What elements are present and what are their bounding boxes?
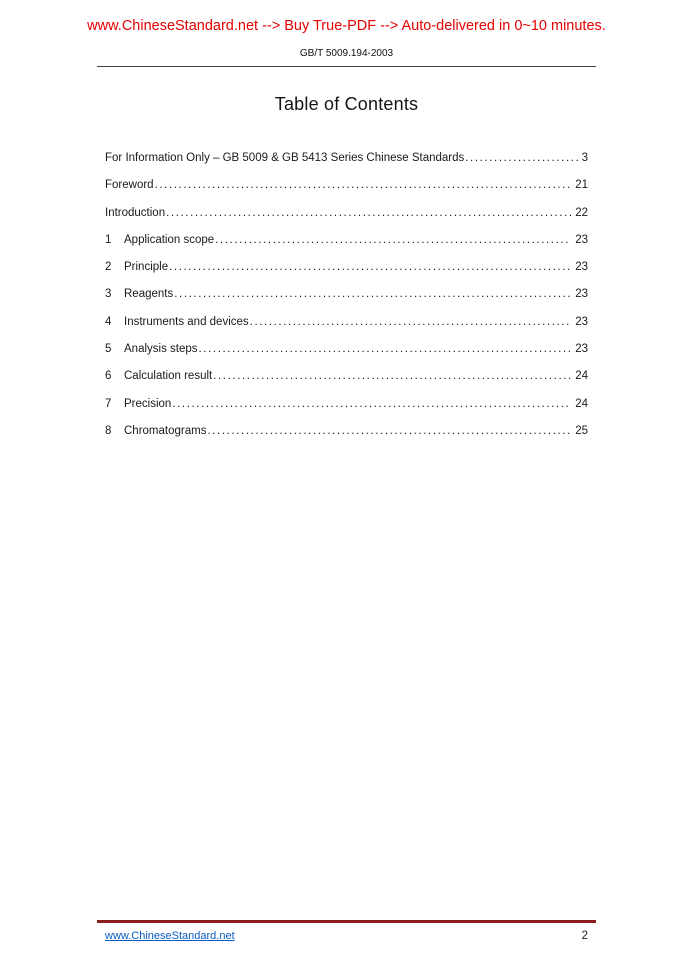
toc-entry-page: 23 bbox=[575, 261, 588, 274]
toc-entry[interactable] bbox=[105, 234, 588, 261]
toc-entry[interactable] bbox=[105, 179, 588, 206]
toc-dot-leader bbox=[465, 152, 577, 164]
toc-entry-page: 23 bbox=[575, 233, 588, 246]
toc-entry-number: 7 bbox=[105, 397, 112, 410]
toc-entry-page: 25 bbox=[575, 424, 588, 437]
spacer bbox=[0, 452, 693, 920]
toc-entry[interactable] bbox=[105, 398, 588, 425]
promo-banner: www.ChineseStandard.net --> Buy True-PDF --> Auto-delivered in 0~10 minutes. bbox=[87, 18, 606, 34]
toc-dot-leader bbox=[199, 343, 572, 355]
toc-entry[interactable] bbox=[105, 425, 588, 452]
toc-entry-page: 23 bbox=[575, 315, 588, 328]
toc-entry[interactable] bbox=[105, 261, 588, 288]
footer-row bbox=[105, 930, 588, 942]
toc-entry-page: 3 bbox=[581, 152, 588, 164]
doc-code: GB/T 5009.194-2003 bbox=[299, 48, 394, 59]
toc-entry[interactable] bbox=[105, 152, 588, 179]
toc-entry-number: 2 bbox=[105, 261, 112, 274]
toc-entry-page: 24 bbox=[575, 397, 588, 410]
toc-entry-label: Reagents bbox=[124, 288, 174, 301]
toc-dot-leader bbox=[155, 179, 572, 191]
toc-list bbox=[105, 152, 588, 452]
toc-dot-leader bbox=[215, 234, 571, 246]
toc-dot-leader bbox=[169, 261, 571, 273]
toc-entry-number: 3 bbox=[105, 288, 112, 301]
toc-entry-page: 22 bbox=[575, 206, 588, 219]
toc-entry-label: Precision bbox=[124, 397, 172, 410]
toc-entry-number: 5 bbox=[105, 343, 112, 356]
footer-rule bbox=[97, 920, 596, 923]
toc-dot-leader bbox=[207, 425, 571, 437]
toc-entry-number: 1 bbox=[105, 233, 112, 246]
toc-entry-label: Application scope bbox=[124, 233, 215, 246]
header-rule bbox=[97, 66, 596, 67]
toc-entry-number: 4 bbox=[105, 315, 112, 328]
toc-entry-label: Chromatograms bbox=[124, 424, 207, 437]
toc-entry[interactable] bbox=[105, 316, 588, 343]
toc-entry-label: Calculation result bbox=[124, 370, 213, 383]
toc-entry-page: 23 bbox=[575, 288, 588, 301]
footer-page-number: 2 bbox=[581, 930, 588, 942]
toc-entry[interactable] bbox=[105, 288, 588, 315]
page-footer bbox=[0, 920, 693, 942]
toc-entry-page: 21 bbox=[575, 179, 588, 192]
toc-dot-leader bbox=[213, 370, 571, 382]
footer-link[interactable]: www.ChineseStandard.net bbox=[105, 930, 235, 942]
toc-entry[interactable] bbox=[105, 343, 588, 370]
toc-entry[interactable] bbox=[105, 207, 588, 234]
toc-entry-number: 8 bbox=[105, 424, 112, 437]
toc-entry-page: 24 bbox=[575, 370, 588, 383]
toc-entry-label: Instruments and devices bbox=[124, 315, 249, 328]
toc-entry-label: Analysis steps bbox=[124, 343, 198, 356]
toc-entry-label: Introduction bbox=[105, 206, 166, 219]
toc-dot-leader bbox=[166, 207, 571, 219]
toc-entry-label: Foreword bbox=[105, 179, 154, 192]
page-title: Table of Contents bbox=[274, 94, 419, 114]
toc-entry-page: 23 bbox=[575, 343, 588, 356]
toc-entry[interactable] bbox=[105, 370, 588, 397]
toc-dot-leader bbox=[174, 288, 571, 300]
toc-dot-leader bbox=[250, 316, 572, 328]
toc-dot-leader bbox=[172, 398, 571, 410]
toc-entry-number: 6 bbox=[105, 370, 112, 383]
toc-entry-label: Principle bbox=[124, 261, 169, 274]
toc-entry-label: For Information Only – GB 5009 & GB 5413 Series Chinese Standards bbox=[105, 152, 465, 164]
